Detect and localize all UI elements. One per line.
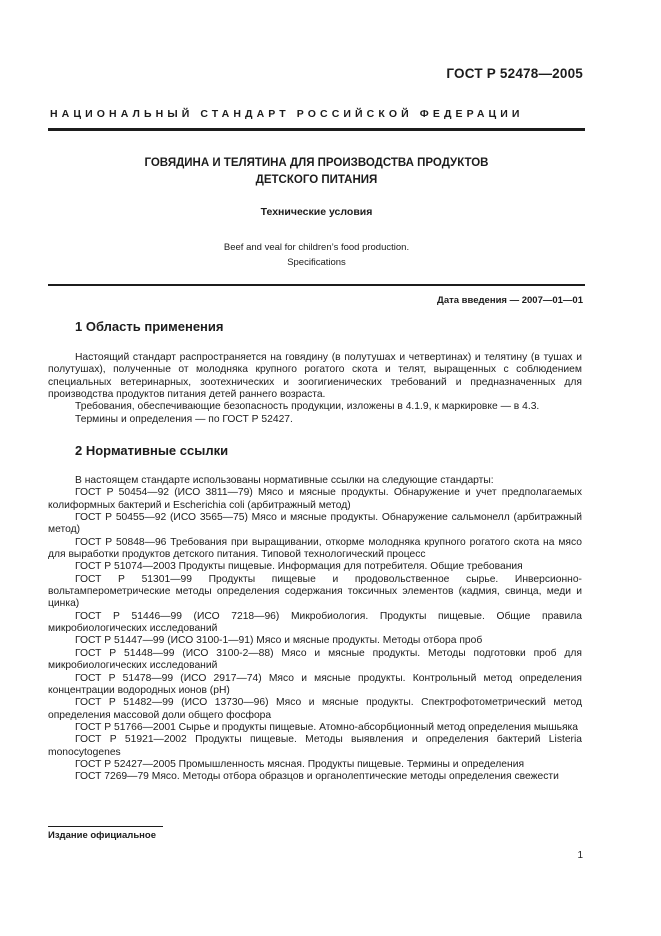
section-1-heading: 1 Область применения: [75, 319, 224, 334]
title-line-2: ДЕТСКОГО ПИТАНИЯ: [255, 174, 378, 186]
document-title: [48, 155, 585, 189]
section-1-paragraph: Требования, обеспечивающие безопасность продукции, изложены в 4.1.9, к маркировке — в 4.3.: [75, 401, 540, 413]
section-1-paragraph: Термины и определения — по ГОСТ Р 52427.: [75, 413, 293, 425]
page-number: 1: [577, 850, 583, 861]
reference-item: ГОСТ Р 51446—99 (ИСО 7218—96) Микробиология. Продукты пищевые. Общие правила микробиологических исследований: [48, 610, 582, 635]
date-of-introduction: Дата введения — 2007—01—01: [437, 295, 583, 306]
english-title-line-2: Specifications: [287, 257, 346, 268]
reference-item: ГОСТ Р 52427—2005 Промышленность мясная. Продукты пищевые. Термины и определения: [75, 758, 525, 770]
reference-item: ГОСТ Р 51074—2003 Продукты пищевые. Информация для потребителя. Общие требования: [75, 561, 523, 573]
reference-item: ГОСТ Р 51921—2002 Продукты пищевые. Методы выявления и определения бактерий Listeria monocytogenes: [48, 734, 582, 758]
top-rule: [48, 128, 585, 131]
standard-code: ГОСТ Р 52478—2005: [446, 66, 583, 81]
document-subtitle: Технические условия: [260, 206, 373, 218]
reference-item: ГОСТ Р 50454—92 (ИСО 3811—79) Мясо и мясные продукты. Обнаружение и учет предполагаемых колиформных бактерий и Escherichia coli (арбитражный метод): [48, 487, 582, 511]
reference-item: ГОСТ Р 51301—99 Продукты пищевые и продовольственное сырье. Инверсионно-вольтамперометрические методы определения содержания токсичных элементов (кадмия, свинца, меди и цинка): [48, 573, 582, 610]
reference-item: ГОСТ Р 51447—99 (ИСО 3100-1—91) Мясо и мясные продукты. Методы отбора проб: [75, 635, 483, 647]
english-title: [48, 240, 585, 270]
reference-item: ГОСТ Р 50848—96 Требования при выращивании, откорме молодняка крупного рогатого скота на мясо для выработки продуктов детского питания. Типовой технологический процесс: [48, 536, 582, 561]
title-line-1: ГОВЯДИНА И ТЕЛЯТИНА ДЛЯ ПРОИЗВОДСТВА ПРОДУКТОВ: [144, 157, 489, 169]
reference-item: ГОСТ Р 50455—92 (ИСО 3565—75) Мясо и мясные продукты. Обнаружение сальмонелл (арбитражный метод): [48, 512, 582, 536]
reference-item: ГОСТ Р 51478—99 (ИСО 2917—74) Мясо и мясные продукты. Контрольный метод определения концентрации водородных ионов (pH): [48, 672, 582, 696]
middle-rule: [48, 284, 585, 286]
reference-item: ГОСТ Р 51482—99 (ИСО 13730—96) Мясо и мясные продукты. Спектрофотометрический метод определения массовой доли общего фосфора: [48, 697, 582, 721]
reference-item: ГОСТ 7269—79 Мясо. Методы отбора образцов и органолептические методы определения свежести: [75, 771, 559, 783]
reference-item: ГОСТ Р 51448—99 (ИСО 3100-2—88) Мясо и мясные продукты. Методы подготовки проб для микробиологических исследований: [48, 647, 582, 672]
english-title-line-1: Beef and veal for children’s food production.: [223, 242, 410, 253]
footer-rule: [48, 826, 163, 827]
national-standard-banner: НАЦИОНАЛЬНЫЙ СТАНДАРТ РОССИЙСКОЙ ФЕДЕРАЦИИ: [50, 108, 524, 120]
section-2-heading: 2 Нормативные ссылки: [75, 443, 229, 458]
official-edition-label: Издание официальное: [48, 830, 156, 841]
reference-item: ГОСТ Р 51766—2001 Сырье и продукты пищевые. Атомно-абсорбционный метод определения мышьяка: [75, 721, 578, 733]
section-1-body: [48, 352, 582, 426]
section-2-intro: В настоящем стандарте использованы нормативные ссылки на следующие стандарты:: [75, 475, 494, 486]
section-2-body: [48, 475, 582, 784]
section-1-paragraph: Настоящий стандарт распространяется на говядину (в полутушах и четвертинах) и телятину (в тушах и полутушах), полученные от молодняка крупного рогатого скота и телят, выращенных с соблюдением специальных ветеринарных, зоотехнических и зоогигиенических требований и предназначенных для производства продуктов питания детей раннего возраста.: [48, 352, 582, 401]
